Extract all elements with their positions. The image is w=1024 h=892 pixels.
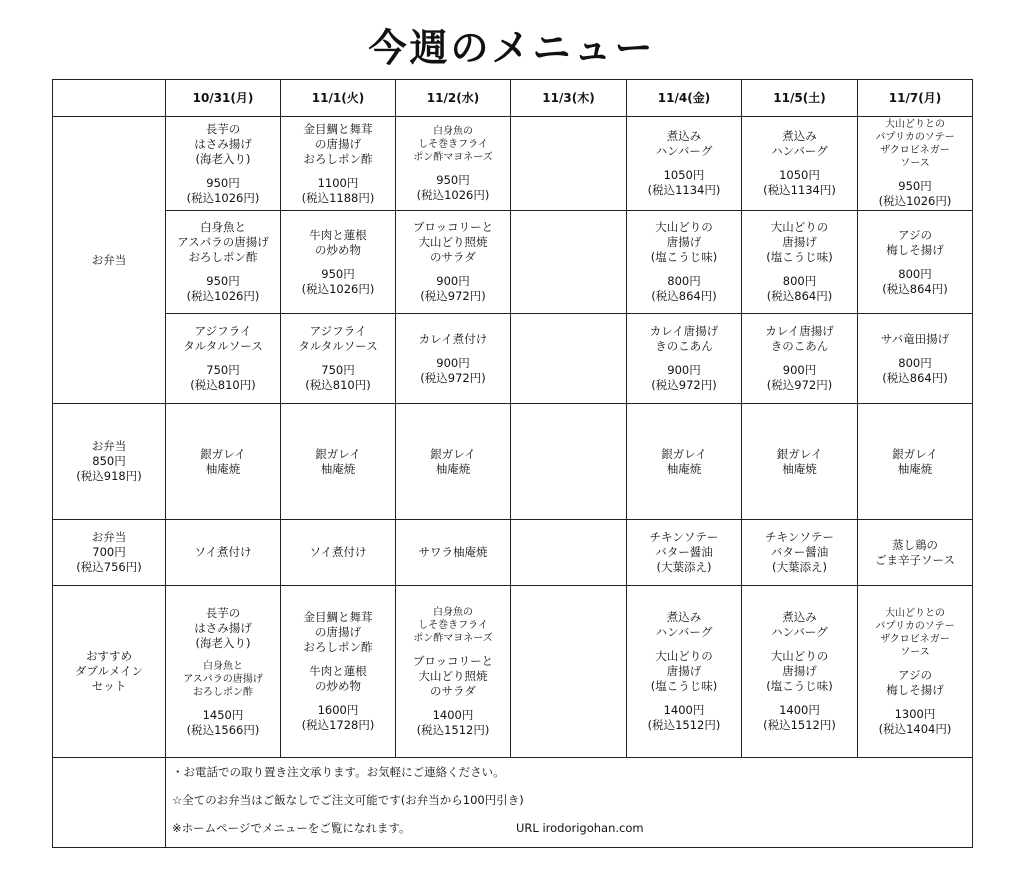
spacer [742, 159, 857, 168]
dish-name-line: パプリカのソテー [875, 620, 955, 632]
dish-name-line: ソース [900, 158, 930, 169]
menu-cell [281, 117, 396, 211]
dish-name-line: ソイ煮付け [309, 545, 367, 559]
menu-cell [858, 314, 973, 404]
price: 1300円 [894, 706, 936, 721]
day-header: 11/4(金) [627, 80, 742, 117]
price-with-tax: (税込1026円) [301, 281, 375, 296]
dish-name-line: ソース [900, 646, 930, 658]
dish-name-line: (塩こうじ味) [650, 250, 718, 264]
spacer [281, 354, 395, 363]
dish-name-line: 銀ガレイ [892, 446, 938, 461]
dish-name-line: 銀ガレイ [776, 446, 823, 461]
footer-url-link[interactable]: URL irodorigohan.com [516, 821, 644, 835]
dish-name-line: しそ巻きフライ [418, 138, 488, 150]
price-with-tax: (税込1026円) [186, 190, 260, 205]
spacer [742, 694, 857, 703]
row-label [53, 404, 166, 520]
dish-name-line: チキンソテー [649, 530, 719, 544]
dish-name-line: 蒸し鶏の [892, 537, 938, 552]
dish-name-line: ポン酢マヨネーズ [413, 632, 493, 644]
price-with-tax: (税込1026円) [878, 194, 952, 208]
row-label-line: お弁当 [91, 530, 127, 544]
dish-name-line: 大山どりの [655, 220, 713, 234]
price-with-tax: (税込972円) [420, 370, 486, 385]
price: 1400円 [663, 703, 705, 717]
dish-name-line: ハンバーグ [655, 144, 713, 158]
dish-name-line: 唐揚げ [666, 235, 702, 249]
menu-cell [627, 211, 742, 314]
menu-cell [511, 520, 627, 586]
spacer [627, 694, 741, 703]
price-with-tax: (税込1026円) [416, 187, 490, 202]
row-label [53, 586, 166, 758]
dish-name-line: 唐揚げ [782, 235, 817, 249]
menu-cell [742, 586, 858, 758]
menu-cell [166, 117, 281, 211]
dish-name-line: 白身魚の [433, 125, 473, 137]
dish-name-line: 白身魚の [433, 606, 473, 618]
price-with-tax: (税込810円) [305, 378, 371, 392]
dish-name-line: サバ竜田揚げ [880, 331, 950, 346]
dish-name-line: 大山どり照焼 [418, 668, 488, 683]
dish-name-line: おろしポン酢 [303, 640, 373, 654]
spacer [281, 258, 395, 267]
menu-cell [627, 314, 742, 404]
price: 750円 [206, 363, 240, 377]
price: 900円 [436, 274, 470, 288]
dish-name-line: ザクロビネガー [880, 633, 950, 645]
dish-name-line: 銀ガレイ [661, 446, 707, 461]
dish-name-line: 大山どりの [655, 649, 713, 663]
dish-name-line: アジフライ [194, 324, 252, 338]
menu-cell [166, 314, 281, 404]
dish-name-line: の唐揚げ [315, 625, 361, 639]
dish-name-line: 梅しそ揚げ [886, 242, 944, 257]
dish-name-line: 白身魚と [203, 660, 243, 672]
dish-name-line: カレイ煮付け [418, 331, 488, 346]
spacer [742, 265, 857, 274]
dish-name-line: ブロッコリーと [412, 220, 494, 234]
menu-cell [858, 404, 973, 520]
dish-name-line: 柚庵焼 [897, 461, 933, 476]
dish-name-line: 大山どりの [770, 649, 829, 663]
row-label-line: (税込918円) [76, 469, 142, 483]
dish-name-line: 柚庵焼 [320, 461, 356, 476]
row-label-line: お弁当 [91, 252, 127, 267]
dish-name-line: 煮込み [666, 129, 702, 143]
menu-cell [627, 520, 742, 586]
dish-name-line: のサラダ [430, 683, 476, 698]
menu-cell [627, 404, 742, 520]
dish-name-line: 煮込み [782, 610, 817, 624]
price: 1600円 [317, 703, 359, 717]
dish-name-line: (塩こうじ味) [650, 679, 718, 693]
menu-cell [858, 586, 973, 758]
menu-cell [281, 314, 396, 404]
spacer [166, 699, 280, 708]
menu-cell [742, 520, 858, 586]
price-with-tax: (税込1512円) [763, 718, 836, 732]
dish-name-line: ブロッコリーと [412, 653, 494, 668]
menu-cell [396, 586, 511, 758]
dish-name-line: 大山どり照焼 [418, 235, 488, 249]
menu-cell [511, 117, 627, 211]
dish-name-line: 銀ガレイ [315, 446, 361, 461]
dish-name-line: カレイ唐揚げ [649, 324, 719, 338]
menu-cell [627, 586, 742, 758]
price: 800円 [782, 274, 817, 288]
price-with-tax: (税込864円) [766, 289, 833, 303]
row-label-line: (税込756円) [76, 560, 142, 574]
dish-name-line: バター醤油 [770, 545, 829, 559]
price: 950円 [898, 179, 932, 193]
menu-cell [627, 117, 742, 211]
price: 900円 [436, 355, 470, 370]
dish-name-line: おろしポン酢 [193, 686, 253, 698]
price-with-tax: (税込1728円) [301, 718, 375, 732]
price: 950円 [321, 266, 355, 281]
row-label-line: おすすめ [85, 649, 133, 663]
menu-cell [742, 117, 858, 211]
menu-cell [166, 520, 281, 586]
spacer [627, 159, 741, 168]
dish-name-line: (海老入り) [195, 151, 251, 166]
menu-cell [281, 404, 396, 520]
spacer [858, 659, 972, 668]
spacer [627, 640, 741, 649]
menu-cell [281, 586, 396, 758]
dish-name-line: の炒め物 [315, 679, 361, 693]
footer-notes [166, 758, 973, 848]
dish-name-line: きのこあん [770, 339, 829, 353]
day-header: 11/1(火) [281, 80, 396, 117]
dish-name-line: (塩こうじ味) [766, 250, 833, 264]
price: 900円 [667, 363, 701, 377]
spacer [281, 694, 395, 703]
footer-note-phone: ・お電話での取り置き注文承ります。お気軽にご連絡ください。 [172, 765, 505, 779]
price-with-tax: (税込864円) [882, 281, 948, 296]
price-with-tax: (税込1134円) [647, 183, 721, 197]
price: 950円 [436, 172, 470, 187]
day-header: 11/5(土) [742, 80, 858, 117]
dish-name-line: はさみ揚げ [194, 620, 252, 635]
menu-cell [511, 314, 627, 404]
spacer [281, 655, 395, 664]
dish-name-line: タルタルソース [298, 339, 378, 353]
spacer [858, 347, 972, 356]
dish-name-line: おろしポン酢 [188, 250, 258, 264]
spacer [396, 699, 510, 708]
dish-name-line: 長芋の [205, 605, 241, 620]
dish-name-line: アジの [897, 667, 933, 682]
menu-cell [396, 314, 511, 404]
spacer [281, 167, 395, 176]
menu-cell [511, 586, 627, 758]
spacer [858, 698, 972, 707]
spacer [166, 354, 280, 363]
dish-name-line: ザクロビネガー [880, 145, 950, 156]
dish-name-line: 梅しそ揚げ [886, 682, 944, 697]
price-with-tax: (税込1134円) [763, 183, 836, 197]
menu-cell [858, 211, 973, 314]
day-header: 11/7(月) [858, 80, 973, 117]
price: 800円 [898, 355, 932, 370]
dish-name-line: タルタルソース [183, 339, 263, 353]
dish-name-line: 唐揚げ [782, 664, 817, 678]
weekly-menu-table [52, 79, 973, 848]
row-label-line: セット [91, 679, 127, 693]
price-with-tax: (税込972円) [651, 378, 717, 392]
dish-name-line: はさみ揚げ [194, 136, 252, 151]
day-header: 11/2(水) [396, 80, 511, 117]
dish-name-line: 大山どりの [770, 220, 829, 234]
dish-name-line: 柚庵焼 [666, 461, 702, 476]
menu-cell [396, 117, 511, 211]
menu-cell [511, 211, 627, 314]
row-label [53, 117, 166, 404]
dish-name-line: の唐揚げ [315, 136, 361, 151]
dish-name-line: きのこあん [655, 339, 713, 353]
dish-name-line: (塩こうじ味) [766, 679, 833, 693]
dish-name-line: カレイ唐揚げ [765, 324, 834, 338]
dish-name-line: 煮込み [666, 610, 702, 624]
dish-name-line: のサラダ [430, 250, 476, 264]
spacer [166, 265, 280, 274]
dish-name-line: ハンバーグ [771, 144, 828, 158]
dish-name-line: サワラ柚庵焼 [418, 545, 488, 559]
price-with-tax: (税込1188円) [301, 190, 375, 205]
dish-name-line: (大葉添え) [772, 560, 827, 574]
spacer [742, 354, 857, 363]
price: 1400円 [432, 707, 474, 722]
dish-name-line: ソイ煮付け [194, 545, 252, 559]
dish-name-line: 金目鯛と舞茸 [303, 610, 373, 624]
row-label-line: ダブルメイン [75, 664, 143, 678]
menu-cell [742, 314, 858, 404]
price: 950円 [206, 175, 240, 190]
row-label-line: 700円 [92, 545, 126, 559]
dish-name-line: 金目鯛と舞茸 [303, 121, 373, 136]
dish-name-line: アスパラの唐揚げ [177, 235, 269, 249]
dish-name-line: 牛肉と蓮根 [309, 664, 367, 678]
spacer [627, 265, 741, 274]
menu-cell [281, 211, 396, 314]
price-with-tax: (税込1404円) [878, 721, 952, 736]
menu-cell [166, 404, 281, 520]
price: 1100円 [317, 175, 359, 190]
spacer [396, 347, 510, 356]
dish-name-line: ハンバーグ [655, 625, 713, 639]
menu-cell [396, 404, 511, 520]
price: 1050円 [663, 168, 705, 182]
footer-note-rice: ☆全てのお弁当はご飯なしでご注文可能です(お弁当から100円引き) [172, 793, 524, 807]
menu-cell [858, 520, 973, 586]
dish-name-line: おろしポン酢 [303, 151, 373, 166]
price-with-tax: (税込810円) [190, 378, 256, 392]
page-title: 今週のメニュー [368, 26, 656, 70]
dish-name-line: 柚庵焼 [782, 461, 817, 476]
dish-name-line: チキンソテー [765, 530, 834, 544]
day-header: 10/31(月) [166, 80, 281, 117]
dish-name-line: アジの [897, 227, 933, 242]
dish-name-line: 大山どりとの [885, 119, 945, 130]
spacer [627, 354, 741, 363]
row-label-line: 850円 [92, 454, 126, 468]
dish-name-line: パプリカのソテー [875, 132, 955, 143]
spacer [396, 265, 510, 274]
price: 800円 [667, 274, 701, 288]
dish-name-line: 銀ガレイ [430, 446, 476, 461]
dish-name-line: の炒め物 [315, 242, 361, 257]
dish-name-line: ハンバーグ [771, 625, 828, 639]
price-with-tax: (税込1566円) [186, 722, 260, 737]
dish-name-line: アスパラの唐揚げ [183, 673, 263, 685]
price-with-tax: (税込972円) [420, 289, 486, 303]
dish-name-line: 長芋の [205, 121, 241, 136]
price-with-tax: (税込1026円) [186, 289, 260, 303]
spacer [166, 167, 280, 176]
price-with-tax: (税込864円) [882, 370, 948, 385]
spacer [858, 170, 972, 179]
dish-name-line: しそ巻きフライ [418, 619, 488, 631]
footer-note-website: ※ホームページでメニューをご覧になれます。 [172, 821, 411, 835]
dish-name-line: 柚庵焼 [435, 461, 471, 476]
spacer [396, 164, 510, 173]
row-label [53, 520, 166, 586]
dish-name-line: 白身魚と [200, 220, 246, 234]
dish-name-line: 大山どりとの [885, 607, 945, 619]
dish-name-line: ポン酢マヨネーズ [413, 151, 493, 163]
spacer [396, 645, 510, 654]
dish-name-line: バター醤油 [655, 545, 713, 559]
price-with-tax: (税込972円) [766, 378, 833, 392]
menu-cell [166, 211, 281, 314]
menu-cell [742, 404, 858, 520]
dish-name-line: アジフライ [309, 324, 367, 338]
menu-cell [281, 520, 396, 586]
dish-name-line: ごま辛子ソース [875, 552, 955, 567]
price: 800円 [898, 266, 932, 281]
menu-cell [858, 117, 973, 211]
spacer [742, 640, 857, 649]
price: 1450円 [202, 707, 244, 722]
price: 1050円 [779, 168, 820, 182]
menu-cell [396, 211, 511, 314]
menu-cell [166, 586, 281, 758]
row-label-line: お弁当 [91, 439, 127, 453]
spacer [858, 258, 972, 267]
price: 1400円 [779, 703, 820, 717]
price-with-tax: (税込1512円) [647, 718, 721, 732]
dish-name-line: 唐揚げ [666, 664, 702, 678]
price-with-tax: (税込1512円) [416, 722, 490, 737]
dish-name-line: 柚庵焼 [205, 461, 241, 476]
dish-name-line: 煮込み [782, 129, 817, 143]
dish-name-line: (大葉添え) [656, 560, 712, 574]
day-header: 11/3(木) [511, 80, 627, 117]
dish-name-line: 銀ガレイ [200, 446, 246, 461]
menu-cell [396, 520, 511, 586]
price: 750円 [321, 363, 355, 377]
price: 950円 [206, 274, 240, 288]
price-with-tax: (税込864円) [651, 289, 717, 303]
dish-name-line: (海老入り) [195, 635, 251, 650]
price: 900円 [782, 363, 817, 377]
corner-cell [53, 80, 166, 117]
menu-cell [511, 404, 627, 520]
footer-spacer [53, 758, 166, 848]
dish-name-line: 牛肉と蓮根 [309, 227, 367, 242]
spacer [166, 651, 280, 660]
menu-cell [742, 211, 858, 314]
